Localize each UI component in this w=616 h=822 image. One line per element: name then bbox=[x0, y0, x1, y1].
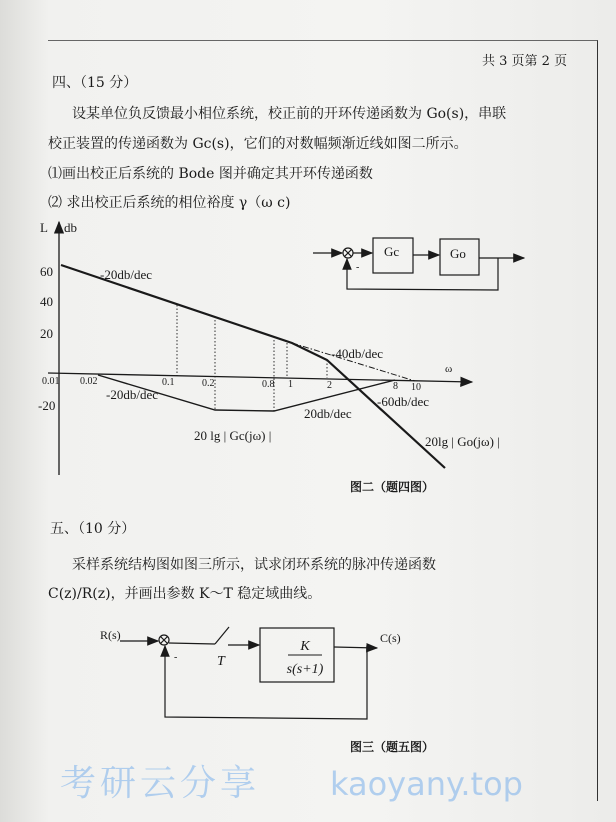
block-diagram-fig3 bbox=[120, 627, 377, 719]
gc-block-label: Gc bbox=[384, 244, 400, 259]
x-tick: 0.01 bbox=[42, 376, 60, 387]
go-block-label: Go bbox=[450, 246, 466, 261]
fig3-caption: 图三（题五图） bbox=[350, 740, 435, 754]
x-tick: 1 bbox=[288, 379, 293, 390]
x-tick: 8 bbox=[393, 381, 398, 392]
slope-label: -60db/dec bbox=[377, 394, 429, 409]
minus-sign: - bbox=[174, 652, 178, 663]
q4-heading: 四、（15 分） bbox=[52, 75, 138, 91]
q5-heading: 五、（10 分） bbox=[50, 521, 136, 537]
slope-label: -40db/dec bbox=[331, 346, 383, 361]
y-tick-60: 60 bbox=[40, 264, 53, 279]
y-axis-unit: db bbox=[64, 220, 77, 235]
block-diagram-fig2 bbox=[313, 238, 524, 290]
y-tick-40: 40 bbox=[40, 294, 53, 309]
gc-curve-label: 20 lg | Gc(jω) | bbox=[194, 428, 272, 443]
q5-body-line1: 采样系统结构图如图三所示，试求闭环系统的脉冲传递函数 bbox=[72, 557, 436, 573]
watermark-cn: 考研云分享 bbox=[60, 763, 261, 804]
q4-task1: ⑴画出校正后系统的 Bode 图并确定其开环传递函数 bbox=[48, 166, 373, 182]
x-axis-label: ω bbox=[445, 363, 453, 375]
q4-task2: ⑵ 求出校正后系统的相位裕度 γ（ω c) bbox=[48, 195, 291, 211]
fig2-caption: 图二（题四图） bbox=[350, 480, 435, 494]
sampler-switch bbox=[215, 627, 229, 644]
x-axis bbox=[48, 373, 472, 382]
x-tick: 0.02 bbox=[80, 376, 98, 387]
denominator: s(s+1) bbox=[286, 662, 324, 677]
page-info: 共 3 页第 2 页 bbox=[482, 54, 568, 69]
q5-body-line2: C(z)/R(z)，并画出参数 K～T 稳定域曲线。 bbox=[48, 586, 322, 602]
minus-sign: - bbox=[356, 262, 360, 273]
y-tick-20: 20 bbox=[40, 326, 53, 341]
output-label: C(s) bbox=[380, 631, 401, 645]
x-tick: 0.1 bbox=[162, 377, 175, 388]
input-label: R(s) bbox=[100, 628, 121, 642]
slope-label: -20db/dec bbox=[100, 267, 152, 282]
sampler-label: T bbox=[217, 654, 225, 669]
y-axis-label-l: L bbox=[40, 220, 48, 235]
x-tick: 0.2 bbox=[202, 378, 215, 389]
go-curve-label: 20lg | Go(jω) | bbox=[425, 434, 500, 449]
x-tick: 10 bbox=[411, 382, 421, 393]
x-tick: 0.8 bbox=[262, 379, 275, 390]
x-tick: 2 bbox=[327, 380, 332, 391]
slope-label: -20db/dec bbox=[106, 387, 158, 402]
numerator: K bbox=[300, 639, 310, 654]
watermark-url: kaoyany.top bbox=[330, 765, 523, 803]
dotted-guides bbox=[177, 305, 327, 411]
slope-label: 20db/dec bbox=[304, 406, 352, 421]
q4-body-line1: 设某单位负反馈最小相位系统，校正前的开环传递函数为 Go(s)，串联 bbox=[72, 106, 507, 122]
y-tick-neg20: -20 bbox=[38, 398, 56, 413]
q4-body-line2: 校正装置的传递函数为 Gc(s)，它们的对数幅频渐近线如图二所示。 bbox=[48, 136, 468, 152]
